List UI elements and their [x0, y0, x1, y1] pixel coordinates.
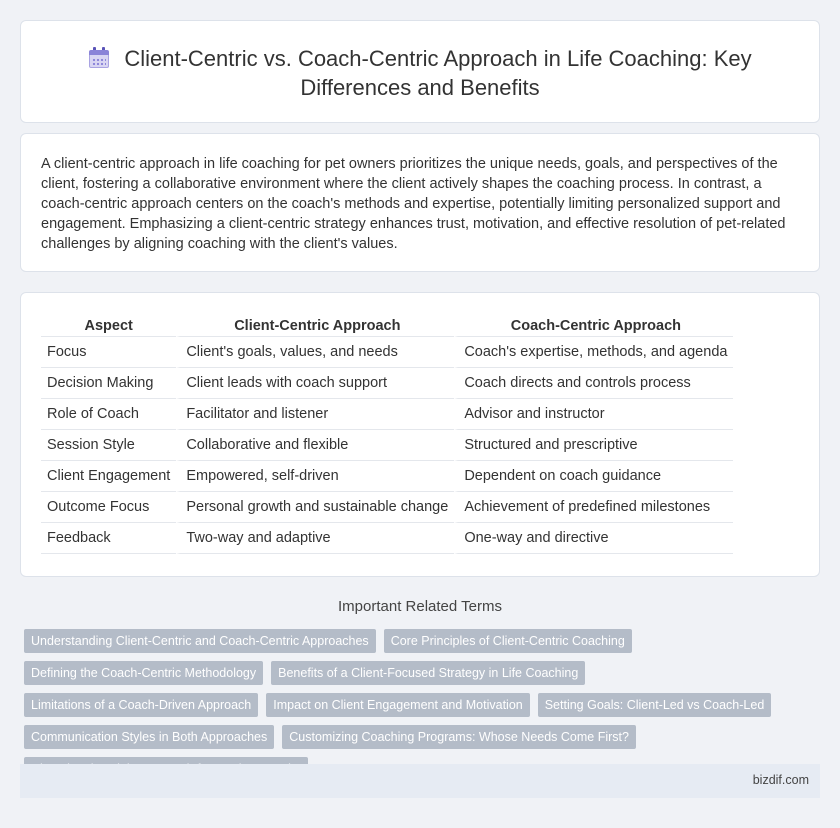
table-cell: Client's goals, values, and needs — [176, 337, 454, 368]
table-cell: Decision Making — [41, 368, 176, 399]
related-term-tag[interactable]: Impact on Client Engagement and Motivation — [266, 693, 529, 717]
table-cell: Feedback — [41, 523, 176, 554]
related-term-tag[interactable]: Core Principles of Client-Centric Coaching — [384, 629, 632, 653]
table-cell: Focus — [41, 337, 176, 368]
table-row — [41, 492, 733, 523]
related-terms-list — [24, 629, 814, 781]
footer — [20, 764, 820, 798]
table-cell: One-way and directive — [454, 523, 733, 554]
intro-card — [20, 133, 820, 272]
related-term-tag[interactable]: Limitations of a Coach-Driven Approach — [24, 693, 258, 717]
related-term-tag[interactable]: Communication Styles in Both Approaches — [24, 725, 274, 749]
related-term-tag[interactable]: Benefits of a Client-Focused Strategy in Life Coaching — [271, 661, 585, 685]
calendar-icon — [88, 47, 110, 69]
related-term-tag[interactable]: Setting Goals: Client-Led vs Coach-Led — [538, 693, 772, 717]
site-name[interactable]: bizdif.com — [752, 773, 809, 787]
comparison-card — [20, 292, 820, 577]
table-cell: Dependent on coach guidance — [454, 461, 733, 492]
table-cell: Empowered, self-driven — [176, 461, 454, 492]
related-term-tag[interactable]: Customizing Coaching Programs: Whose Needs Come First? — [282, 725, 636, 749]
table-row — [41, 337, 733, 368]
header-client-centric: Client-Centric Approach — [176, 315, 454, 337]
table-cell: Coach's expertise, methods, and agenda — [454, 337, 733, 368]
table-cell: Advisor and instructor — [454, 399, 733, 430]
table-cell: Coach directs and controls process — [454, 368, 733, 399]
table-cell: Facilitator and listener — [176, 399, 454, 430]
header-coach-centric: Coach-Centric Approach — [454, 315, 733, 337]
table-cell: Achievement of predefined milestones — [454, 492, 733, 523]
related-terms-heading: Important Related Terms — [338, 598, 502, 615]
related-term-tag[interactable]: Understanding Client-Centric and Coach-Centric Approaches — [24, 629, 376, 653]
title-line-1: Client-Centric vs. Coach-Centric Approach in Life Coaching: Key — [124, 46, 752, 71]
table-row — [41, 430, 733, 461]
table-cell: Structured and prescriptive — [454, 430, 733, 461]
table-row — [41, 368, 733, 399]
related-term-tag[interactable]: Defining the Coach-Centric Methodology — [24, 661, 263, 685]
intro-paragraph: A client-centric approach in life coaching for pet owners prioritizes the unique needs, goals, and perspectives of the client, fostering a collaborative environment where the client actively shapes the coaching process. In contrast, a coach-centric approach centers on the coach's methods and expertise, potentially limiting personalized support and engagement. Emphasizing a client-centric strategy enhances trust, motivation, and effective resolution of pet-related challenges by aligning coaching with the client's values. — [41, 156, 786, 252]
table-row — [41, 399, 733, 430]
table-cell: Collaborative and flexible — [176, 430, 454, 461]
page-title — [21, 44, 819, 102]
table-row — [41, 523, 733, 554]
table-row — [41, 461, 733, 492]
table-cell: Role of Coach — [41, 399, 176, 430]
header-aspect: Aspect — [41, 315, 176, 337]
table-cell: Two-way and adaptive — [176, 523, 454, 554]
table-header-row — [41, 315, 733, 337]
table-cell: Outcome Focus — [41, 492, 176, 523]
table-cell: Client leads with coach support — [176, 368, 454, 399]
title-line-2: Differences and Benefits — [300, 75, 540, 100]
title-card — [20, 20, 820, 123]
table-cell: Client Engagement — [41, 461, 176, 492]
table-cell: Personal growth and sustainable change — [176, 492, 454, 523]
table-cell: Session Style — [41, 430, 176, 461]
comparison-table — [41, 315, 733, 554]
